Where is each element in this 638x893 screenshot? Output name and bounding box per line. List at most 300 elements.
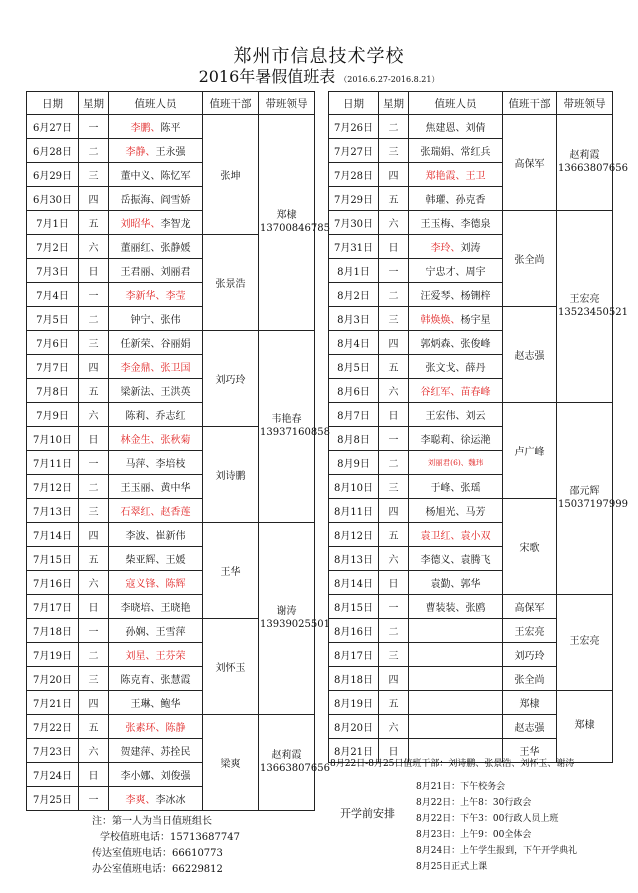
duty-date: 8月12日 [329, 523, 379, 547]
duty-date: 6月27日 [27, 115, 79, 139]
staff-name: 郭炳森、张俊峰 [420, 339, 491, 350]
date-range: （2016.6.27-2016.8.21） [339, 75, 440, 84]
duty-weekday: 五 [79, 715, 109, 739]
duty-leader [259, 331, 330, 523]
duty-weekday: 四 [79, 523, 109, 547]
duty-staff [409, 715, 503, 739]
duty-weekday: 三 [379, 475, 409, 499]
duty-date: 7月18日 [27, 619, 79, 643]
duty-staff [109, 739, 203, 763]
leader-name: 谢涛 [276, 606, 297, 617]
duty-cadre: 卢广峰 [503, 403, 557, 499]
duty-leader [259, 523, 330, 715]
leader-name: 郑棣 [276, 210, 297, 221]
duty-weekday: 一 [79, 787, 109, 811]
staff-name: 刘昭华、 [120, 219, 161, 230]
duty-cadre: 张坤 [203, 115, 259, 235]
duty-weekday: 日 [79, 595, 109, 619]
duty-row [329, 691, 613, 715]
duty-date: 7月9日 [27, 403, 79, 427]
duty-staff [409, 163, 503, 187]
staff-name: 董中义、陈忆军 [120, 171, 191, 182]
duty-leader [259, 715, 330, 811]
duty-staff [109, 283, 203, 307]
leader-phone: 13937160858 [260, 426, 330, 438]
duty-date: 8月7日 [329, 403, 379, 427]
staff-name: 王琳、鲍华 [130, 699, 181, 710]
duty-staff [409, 259, 503, 283]
duty-weekday: 五 [379, 355, 409, 379]
staff-name: 张瑞娟、常红兵 [420, 147, 491, 158]
duty-staff [109, 355, 203, 379]
staff-name: 马萍、李培枝 [125, 459, 186, 470]
duty-date: 8月18日 [329, 667, 379, 691]
duty-weekday: 三 [379, 643, 409, 667]
duty-weekday: 日 [79, 763, 109, 787]
duty-weekday: 日 [379, 403, 409, 427]
duty-cadre: 张全尚 [503, 667, 557, 691]
duty-row [27, 331, 315, 355]
staff-name: 李新华、李莹 [125, 291, 186, 302]
duty-leader [557, 595, 613, 691]
duty-table-left [26, 91, 330, 811]
duty-staff [109, 163, 203, 187]
duty-weekday: 二 [79, 475, 109, 499]
duty-date: 7月24日 [27, 763, 79, 787]
header-weekday: 星期 [379, 92, 409, 115]
duty-staff [109, 379, 203, 403]
header-row [27, 92, 315, 115]
duty-staff [409, 643, 503, 667]
staff-name: 孙娴、王雪萍 [125, 627, 186, 638]
duty-weekday: 二 [79, 307, 109, 331]
pre-school-item: 8月24日：上午学生报到，下午开学典礼 [416, 846, 578, 856]
duty-staff [109, 259, 203, 283]
duty-date: 7月29日 [329, 187, 379, 211]
staff-name: 王玉丽、黄中华 [120, 483, 191, 494]
late-august-duty-note: 8月22日-8月25日值班干部：刘诗鹏、张景浩、刘怀玉、谢涛 [330, 759, 575, 769]
duty-weekday: 五 [79, 379, 109, 403]
staff-name: 李小娜、刘俊强 [120, 771, 191, 782]
pre-school-item: 8月22日：下午3：00行政人员上班 [416, 814, 559, 824]
staff-name: 王永强 [155, 147, 186, 158]
staff-name: 张素环、陈静 [125, 723, 186, 734]
duty-weekday: 五 [79, 211, 109, 235]
staff-name: 李波、崔新伟 [125, 531, 186, 542]
header-leader: 带班领导 [557, 92, 613, 115]
duty-weekday: 一 [379, 259, 409, 283]
duty-cadre: 赵志强 [503, 715, 557, 739]
duty-cadre: 郑棣 [503, 691, 557, 715]
staff-name: 王玉梅、李德泉 [420, 219, 491, 230]
duty-date: 7月30日 [329, 211, 379, 235]
duty-staff [409, 379, 503, 403]
duty-date: 7月13日 [27, 499, 79, 523]
duty-date: 7月26日 [329, 115, 379, 139]
staff-name: 杨宇星 [460, 315, 491, 326]
duty-date: 7月15日 [27, 547, 79, 571]
staff-name: 郑艳霞、王卫 [425, 171, 486, 182]
duty-weekday: 三 [379, 307, 409, 331]
duty-date: 8月17日 [329, 643, 379, 667]
header-staff: 值班人员 [409, 92, 503, 115]
duty-date: 7月31日 [329, 235, 379, 259]
duty-date: 7月5日 [27, 307, 79, 331]
duty-staff [109, 139, 203, 163]
duty-weekday: 六 [379, 715, 409, 739]
duty-staff [409, 523, 503, 547]
duty-row [329, 115, 613, 139]
duty-staff [409, 691, 503, 715]
duty-cadre: 梁爽 [203, 715, 259, 811]
staff-name: 焦建恩、刘倩 [425, 123, 486, 134]
staff-name: 谷红军、苗春峰 [420, 387, 491, 398]
staff-name: 袁勤、郭华 [430, 579, 481, 590]
staff-name: 石翠红、赵香莲 [120, 507, 191, 518]
duty-staff [409, 403, 503, 427]
duty-date: 8月5日 [329, 355, 379, 379]
duty-weekday: 四 [79, 691, 109, 715]
duty-staff [409, 283, 503, 307]
staff-name: 韩瓘、孙克香 [425, 195, 486, 206]
schedule-title-text: 2016年暑假值班表 [198, 67, 336, 86]
duty-date: 7月1日 [27, 211, 79, 235]
duty-date: 8月11日 [329, 499, 379, 523]
duty-weekday: 六 [79, 403, 109, 427]
duty-date: 7月19日 [27, 643, 79, 667]
leader-phone: 13700846785 [260, 222, 330, 234]
duty-cadre: 刘巧玲 [203, 331, 259, 427]
duty-date: 7月3日 [27, 259, 79, 283]
duty-weekday: 一 [79, 115, 109, 139]
duty-cadre: 高保军 [503, 115, 557, 211]
duty-staff [409, 355, 503, 379]
duty-date: 7月6日 [27, 331, 79, 355]
duty-weekday: 三 [79, 499, 109, 523]
duty-leader [557, 211, 628, 403]
pre-school-label: 开学前安排 [340, 807, 395, 820]
staff-name: 刘星、王芬荣 [125, 651, 186, 662]
duty-date: 6月29日 [27, 163, 79, 187]
leader-name: 赵莉霞 [569, 150, 600, 161]
duty-weekday: 日 [379, 571, 409, 595]
staff-name: 曹装装、张鸥 [425, 603, 486, 614]
duty-staff [109, 427, 203, 451]
duty-date: 7月7日 [27, 355, 79, 379]
note-gate-phone: 传达室值班电话：66610773 [92, 848, 223, 859]
pre-school-item: 8月25日正式上课 [416, 862, 488, 872]
pre-school-item: 8月21日：下午校务会 [416, 782, 506, 792]
duty-staff [109, 715, 203, 739]
duty-cadre: 宋歌 [503, 499, 557, 595]
header-cadre: 值班干部 [203, 92, 259, 115]
duty-date: 7月10日 [27, 427, 79, 451]
staff-name: 李金鼎、张卫国 [120, 363, 191, 374]
staff-name: 李智龙 [160, 219, 191, 230]
staff-name: 宁忠才、周宇 [425, 267, 486, 278]
duty-staff [409, 235, 503, 259]
schedule-title [0, 64, 638, 87]
duty-staff [409, 595, 503, 619]
duty-date: 7月11日 [27, 451, 79, 475]
duty-date: 8月1日 [329, 259, 379, 283]
duty-cadre: 王华 [203, 523, 259, 619]
duty-weekday: 六 [79, 739, 109, 763]
duty-leader [259, 115, 330, 331]
duty-weekday: 一 [379, 595, 409, 619]
duty-weekday: 日 [379, 739, 409, 763]
duty-weekday: 三 [79, 163, 109, 187]
duty-date: 7月17日 [27, 595, 79, 619]
duty-staff [109, 211, 203, 235]
duty-cadre: 王华 [503, 739, 557, 763]
duty-date: 8月21日 [329, 739, 379, 763]
staff-name: 李冰冰 [155, 795, 186, 806]
duty-row [27, 715, 315, 739]
duty-date: 7月25日 [27, 787, 79, 811]
duty-weekday: 四 [79, 187, 109, 211]
staff-name: 梁新法、王洪英 [120, 387, 191, 398]
duty-staff [109, 763, 203, 787]
duty-weekday: 二 [379, 283, 409, 307]
duty-staff [109, 643, 203, 667]
duty-staff [409, 211, 503, 235]
duty-cadre: 刘巧玲 [503, 643, 557, 667]
duty-staff [109, 475, 203, 499]
staff-name: 贺建萍、苏拴民 [120, 747, 191, 758]
duty-date: 8月2日 [329, 283, 379, 307]
duty-date: 8月20日 [329, 715, 379, 739]
duty-staff [409, 571, 503, 595]
duty-staff [409, 667, 503, 691]
staff-name: 汪爱琴、杨铏梓 [420, 291, 491, 302]
duty-date: 7月2日 [27, 235, 79, 259]
staff-name: 寇义锋、陈辉 [125, 579, 186, 590]
staff-name: 刘丽君(6)、魏玮 [427, 458, 484, 467]
duty-cadre: 刘怀玉 [203, 619, 259, 715]
duty-date: 7月8日 [27, 379, 79, 403]
duty-leader [557, 403, 628, 595]
leader-phone: 13663807656 [558, 162, 628, 174]
duty-date: 7月23日 [27, 739, 79, 763]
duty-staff [109, 307, 203, 331]
staff-name: 钟宁、张伟 [130, 315, 181, 326]
school-title: 郑州市信息技术学校 [233, 46, 405, 67]
staff-name: 李玲、 [430, 243, 461, 254]
duty-date: 7月28日 [329, 163, 379, 187]
duty-weekday: 二 [379, 619, 409, 643]
staff-name: 李爽、 [125, 795, 156, 806]
duty-leader [557, 691, 613, 763]
duty-staff [109, 667, 203, 691]
duty-weekday: 六 [379, 547, 409, 571]
duty-weekday: 五 [379, 691, 409, 715]
staff-name: 韩焕焕、 [420, 315, 461, 326]
leader-name: 王宏亮 [569, 636, 600, 648]
leader-name: 郑棣 [574, 720, 595, 732]
staff-name: 刘涛 [460, 243, 481, 254]
duty-date: 7月14日 [27, 523, 79, 547]
duty-date: 8月16日 [329, 619, 379, 643]
duty-staff [409, 139, 503, 163]
duty-weekday: 二 [79, 139, 109, 163]
duty-date: 7月4日 [27, 283, 79, 307]
staff-name: 李聪莉、徐运滟 [420, 435, 491, 446]
duty-date: 8月14日 [329, 571, 379, 595]
duty-staff [409, 451, 503, 475]
duty-date: 8月19日 [329, 691, 379, 715]
leader-phone: 13939025501 [260, 618, 330, 630]
staff-name: 林金生、张秋菊 [120, 435, 191, 446]
duty-weekday: 六 [79, 571, 109, 595]
duty-date: 8月10日 [329, 475, 379, 499]
duty-weekday: 五 [79, 547, 109, 571]
duty-date: 7月12日 [27, 475, 79, 499]
duty-staff [409, 187, 503, 211]
duty-weekday: 日 [379, 235, 409, 259]
duty-date: 8月6日 [329, 379, 379, 403]
header-cadre: 值班干部 [503, 92, 557, 115]
duty-cadre: 王宏亮 [503, 619, 557, 643]
duty-staff [409, 331, 503, 355]
header-date: 日期 [27, 92, 79, 115]
duty-weekday: 二 [79, 643, 109, 667]
duty-date: 8月8日 [329, 427, 379, 451]
header-staff: 值班人员 [109, 92, 203, 115]
duty-staff [109, 619, 203, 643]
duty-staff [409, 619, 503, 643]
duty-staff [109, 499, 203, 523]
leader-phone: 15037197999 [558, 498, 628, 510]
header-leader: 带班领导 [259, 92, 315, 115]
duty-cadre: 赵志强 [503, 307, 557, 403]
duty-staff [109, 571, 203, 595]
header-weekday: 星期 [79, 92, 109, 115]
duty-weekday: 一 [79, 451, 109, 475]
duty-staff [109, 115, 203, 139]
header-date: 日期 [329, 92, 379, 115]
duty-staff [109, 547, 203, 571]
staff-name: 任新荣、谷丽娟 [120, 339, 191, 350]
leader-phone: 13663807656 [260, 762, 330, 774]
duty-weekday: 六 [79, 235, 109, 259]
duty-row [329, 595, 613, 619]
duty-weekday: 三 [79, 331, 109, 355]
staff-name: 李德义、袁腾飞 [420, 555, 491, 566]
duty-staff [109, 331, 203, 355]
duty-date: 7月22日 [27, 715, 79, 739]
duty-staff [109, 451, 203, 475]
pre-school-item: 8月23日：上午9：00全体会 [416, 830, 532, 840]
duty-date: 8月9日 [329, 451, 379, 475]
duty-weekday: 一 [79, 619, 109, 643]
duty-staff [409, 547, 503, 571]
header-row [329, 92, 613, 115]
note-school-phone: 学校值班电话：15713687747 [100, 832, 240, 843]
staff-name: 陈平 [160, 123, 181, 134]
duty-date: 7月27日 [329, 139, 379, 163]
duty-date: 8月15日 [329, 595, 379, 619]
duty-staff [409, 499, 503, 523]
staff-name: 袁卫红、袁小双 [420, 531, 491, 542]
duty-weekday: 五 [379, 523, 409, 547]
staff-name: 柴亚辉、王媛 [125, 555, 186, 566]
duty-row [329, 403, 613, 427]
leader-name: 王宏亮 [569, 294, 600, 305]
duty-staff [109, 595, 203, 619]
duty-weekday: 四 [379, 499, 409, 523]
duty-staff [109, 235, 203, 259]
staff-name: 董丽红、张静媛 [120, 243, 191, 254]
duty-weekday: 四 [79, 355, 109, 379]
staff-name: 李静、 [125, 147, 156, 158]
duty-cadre: 张景浩 [203, 235, 259, 331]
duty-leader [557, 115, 628, 211]
duty-staff [109, 691, 203, 715]
leader-name: 韦艳春 [271, 414, 302, 425]
duty-staff [409, 427, 503, 451]
duty-weekday: 三 [79, 667, 109, 691]
duty-cadre: 刘诗鹏 [203, 427, 259, 523]
duty-date: 6月28日 [27, 139, 79, 163]
staff-name: 于峰、张瑶 [430, 483, 481, 494]
leader-name: 邵元辉 [569, 486, 600, 497]
duty-cadre: 张全尚 [503, 211, 557, 307]
duty-date: 8月13日 [329, 547, 379, 571]
duty-weekday: 日 [79, 259, 109, 283]
duty-date: 7月16日 [27, 571, 79, 595]
duty-staff [109, 187, 203, 211]
duty-staff [109, 403, 203, 427]
duty-weekday: 四 [379, 667, 409, 691]
duty-cadre: 高保军 [503, 595, 557, 619]
duty-table-right [328, 91, 628, 763]
staff-name: 岳振海、阎雪娇 [120, 195, 191, 206]
duty-staff [409, 307, 503, 331]
duty-weekday: 二 [379, 451, 409, 475]
duty-row [27, 115, 315, 139]
duty-staff [409, 475, 503, 499]
pre-school-item: 8月22日：上午8：30行政会 [416, 798, 532, 808]
duty-date: 6月30日 [27, 187, 79, 211]
staff-name: 李鹏、 [130, 123, 161, 134]
duty-weekday: 日 [79, 427, 109, 451]
duty-weekday: 六 [379, 211, 409, 235]
staff-name: 陈克育、张慧霞 [120, 675, 191, 686]
duty-weekday: 六 [379, 379, 409, 403]
staff-name: 陈莉、乔志红 [125, 411, 186, 422]
staff-name: 张文戈、薛丹 [425, 363, 486, 374]
duty-date: 7月20日 [27, 667, 79, 691]
staff-name: 李晓培、王晓艳 [120, 603, 191, 614]
staff-name: 杨旭光、马芳 [425, 507, 486, 518]
duty-date: 8月3日 [329, 307, 379, 331]
staff-name: 王君丽、刘丽君 [120, 267, 191, 278]
duty-row [27, 523, 315, 547]
leader-phone: 13523450521 [558, 306, 628, 318]
duty-weekday: 四 [379, 163, 409, 187]
staff-name: 王宏伟、刘云 [425, 411, 486, 422]
duty-date: 7月21日 [27, 691, 79, 715]
duty-date: 8月4日 [329, 331, 379, 355]
note-office-phone: 办公室值班电话：66229812 [92, 864, 223, 875]
duty-row [329, 211, 613, 235]
duty-weekday: 五 [379, 187, 409, 211]
duty-weekday: 一 [379, 427, 409, 451]
leader-name: 赵莉霞 [271, 750, 302, 761]
duty-weekday: 四 [379, 331, 409, 355]
duty-staff [409, 115, 503, 139]
